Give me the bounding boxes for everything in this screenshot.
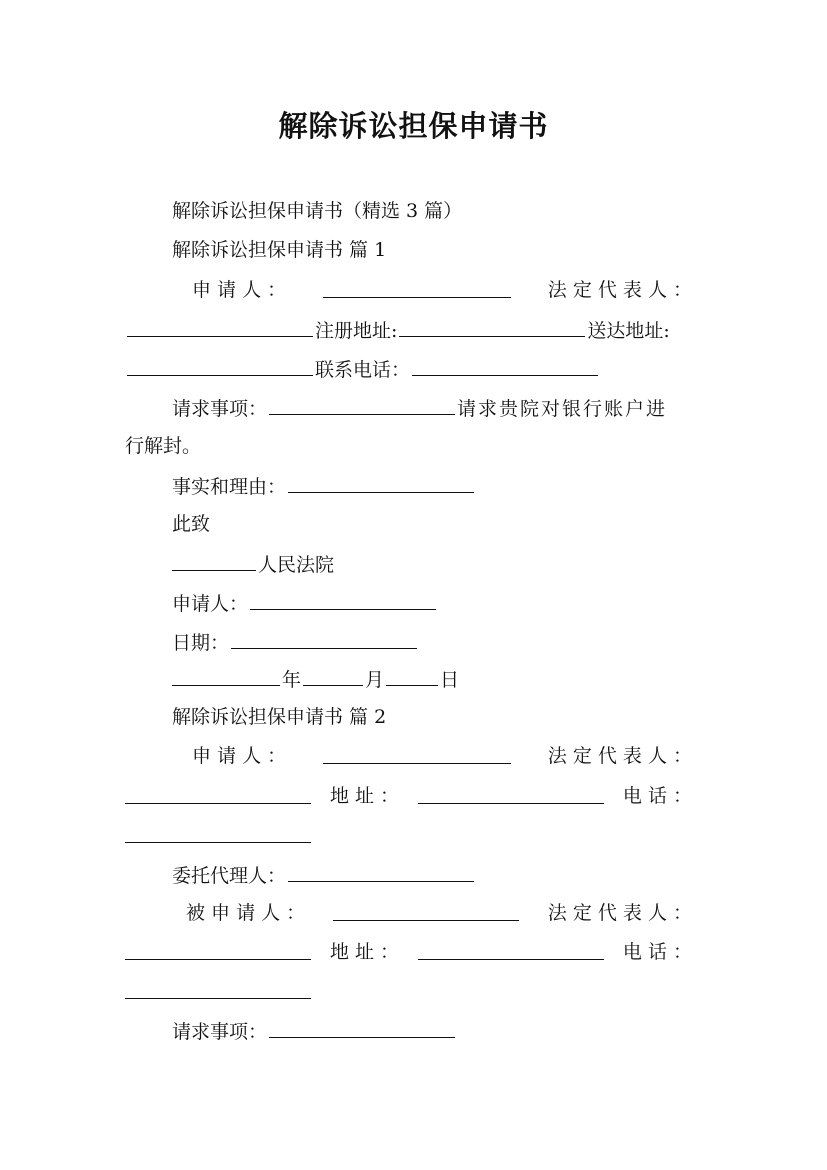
document-title: 解除诉讼担保申请书 bbox=[278, 109, 549, 143]
p1-applicant2-blank[interactable] bbox=[250, 591, 436, 610]
p1-day-blank[interactable] bbox=[386, 667, 438, 686]
p1-phone-row bbox=[125, 357, 600, 381]
p2-agent-blank[interactable] bbox=[288, 863, 474, 882]
p1-request-text: 请求贵院对银行账户进 bbox=[457, 398, 668, 420]
p1-request-blank[interactable] bbox=[269, 396, 455, 415]
p2-address2-row bbox=[125, 941, 692, 963]
p1-court-label: 人民法院 bbox=[258, 554, 335, 576]
p1-day-label: 日 bbox=[440, 669, 460, 691]
p1-year-label: 年 bbox=[282, 669, 302, 691]
p1-court-blank[interactable] bbox=[172, 552, 256, 571]
p1-applicant-blank[interactable] bbox=[323, 279, 511, 298]
p1-date-label: 日期： bbox=[172, 632, 230, 654]
p2-legal-rep2-blank[interactable] bbox=[125, 941, 311, 960]
p1-facts-row bbox=[172, 474, 476, 498]
p2-legal-rep2-label: 法 定 代 表 人 ： bbox=[547, 902, 692, 924]
p1-service-address-label: 送达地址: bbox=[587, 320, 670, 342]
p1-address-row bbox=[125, 318, 670, 342]
section-2-heading: 解除诉讼担保申请书 篇 2 bbox=[172, 706, 387, 728]
p1-request-row bbox=[172, 396, 667, 420]
p1-applicant2-row bbox=[172, 591, 438, 615]
p1-facts-label: 事实和理由： bbox=[172, 476, 287, 498]
p1-year-blank[interactable] bbox=[172, 667, 280, 686]
p2-request-blank[interactable] bbox=[269, 1019, 455, 1038]
p2-phone2-label: 电 话 ： bbox=[622, 941, 692, 963]
p1-reg-address-label: 注册地址: bbox=[315, 320, 398, 342]
p1-contact-phone-label: 联系电话： bbox=[315, 359, 411, 381]
p2-request-row bbox=[172, 1019, 457, 1043]
p2-address-label: 地 址 ： bbox=[329, 785, 400, 807]
p2-applicant-label: 申 请 人 ： bbox=[192, 745, 287, 767]
p2-address2-blank[interactable] bbox=[418, 941, 604, 960]
p1-date-blank[interactable] bbox=[231, 630, 417, 649]
p1-applicant-label: 申 请 人 ： bbox=[192, 279, 287, 301]
p1-facts-blank[interactable] bbox=[288, 474, 474, 493]
p1-reg-address-blank[interactable] bbox=[399, 318, 585, 337]
p2-address-row bbox=[125, 785, 692, 807]
p1-to: 此致 bbox=[172, 513, 211, 535]
p1-ymd-row bbox=[172, 667, 459, 691]
p2-phone2-blank-row bbox=[125, 980, 313, 1004]
p2-phone-label: 电 话 ： bbox=[622, 785, 692, 807]
subtitle: 解除诉讼担保申请书（精选 3 篇） bbox=[172, 200, 463, 222]
p1-month-blank[interactable] bbox=[303, 667, 363, 686]
p1-legal-rep-label: 法 定 代 表 人 ： bbox=[547, 279, 692, 301]
p1-court-row bbox=[172, 552, 334, 576]
p2-applicant-row bbox=[192, 745, 692, 767]
p1-applicant-row bbox=[192, 279, 692, 301]
p2-legal-rep-label: 法 定 代 表 人 ： bbox=[547, 745, 692, 767]
p1-date-row bbox=[172, 630, 419, 654]
p2-legal-rep-blank[interactable] bbox=[125, 785, 311, 804]
section-1-heading: 解除诉讼担保申请书 篇 1 bbox=[172, 239, 387, 261]
p2-phone2-blank[interactable] bbox=[125, 980, 311, 999]
p1-contact-phone-blank[interactable] bbox=[412, 357, 598, 376]
p2-phone-blank[interactable] bbox=[125, 824, 311, 843]
p2-agent-row bbox=[172, 863, 476, 887]
p2-respondent-label: 被 申 请 人 ： bbox=[186, 902, 306, 924]
p1-legal-rep-blank[interactable] bbox=[127, 318, 313, 337]
p1-month-label: 月 bbox=[365, 669, 385, 691]
p2-address2-label: 地 址 ： bbox=[329, 941, 400, 963]
p2-respondent-blank[interactable] bbox=[333, 902, 519, 921]
p1-applicant2-label: 申请人： bbox=[172, 593, 249, 615]
p2-respondent-row bbox=[186, 902, 692, 924]
p2-applicant-blank[interactable] bbox=[323, 745, 511, 764]
p1-service-address-blank[interactable] bbox=[127, 357, 313, 376]
p2-request-label: 请求事项： bbox=[172, 1021, 268, 1043]
p2-agent-label: 委托代理人： bbox=[172, 865, 287, 887]
p2-address-blank[interactable] bbox=[418, 785, 604, 804]
p1-request-text-2: 行解封。 bbox=[125, 435, 202, 457]
p1-request-label: 请求事项： bbox=[172, 398, 268, 420]
p2-phone-blank-row bbox=[125, 824, 313, 848]
